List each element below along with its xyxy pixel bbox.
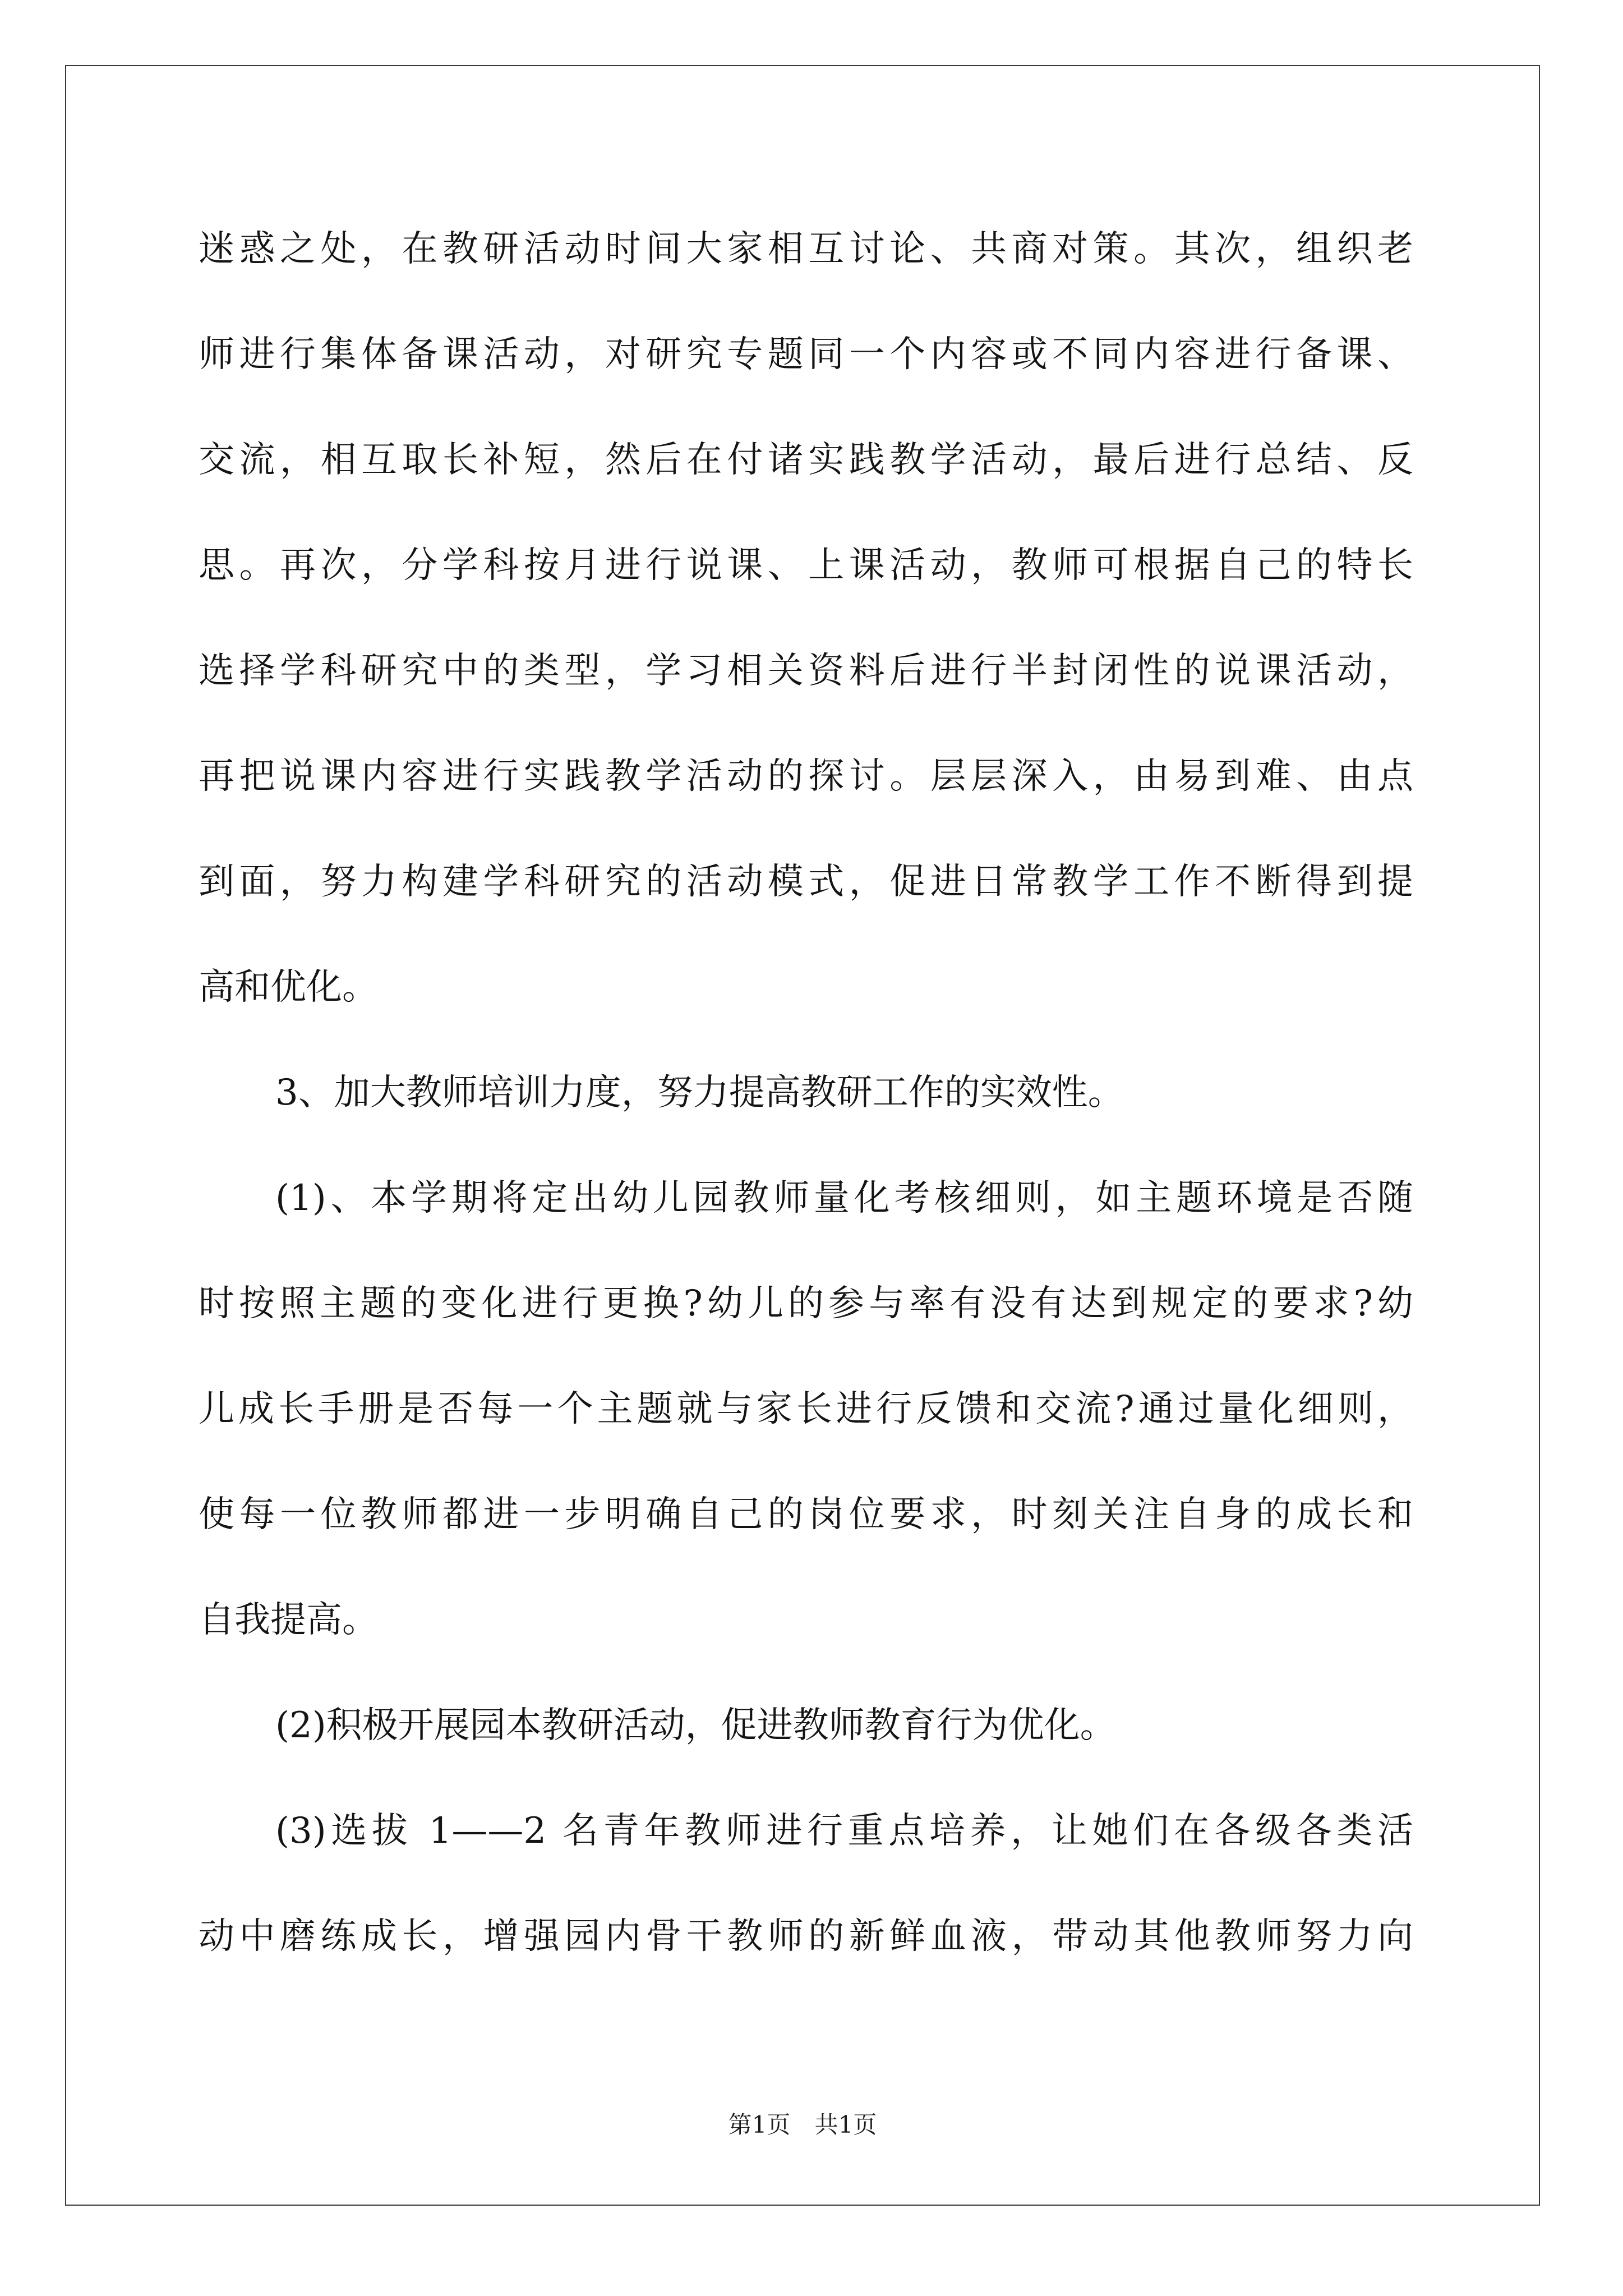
text-line: 儿成长手册是否每一个主题就与家长进行反馈和交流?通过量化细则，	[199, 1388, 1413, 1430]
text-line: (3)选拔 1——2 名青年教师进行重点培养，让她们在各级各类活	[275, 1810, 1413, 1852]
text-line: 交流，相互取长补短，然后在付诸实践教学活动，最后进行总结、反	[199, 439, 1413, 481]
page-border	[65, 65, 1540, 2206]
text-line: 使每一位教师都进一步明确自己的岗位要求，时刻关注自身的成长和	[199, 1494, 1413, 1535]
text-line: (1)、本学期将定出幼儿园教师量化考核细则，如主题环境是否随	[275, 1177, 1413, 1219]
text-line: 高和优化。	[199, 967, 378, 1008]
text-line: 选择学科研究中的类型，学习相关资料后进行半封闭性的说课活动，	[199, 650, 1413, 692]
text-line: 迷惑之处，在教研活动时间大家相互讨论、共商对策。其次，组织老	[199, 228, 1413, 270]
section-heading: 3、加大教师培训力度，努力提高教研工作的实效性。	[275, 1072, 1124, 1114]
text-line: (2)积极开展园本教研活动，促进教师教育行为优化。	[275, 1705, 1116, 1746]
page-number-footer: 第1页 共1页	[728, 2111, 877, 2138]
text-line: 再把说课内容进行实践教学活动的探讨。层层深入，由易到难、由点	[199, 756, 1413, 797]
text-line: 自我提高。	[199, 1599, 378, 1641]
text-line: 时按照主题的变化进行更换?幼儿的参与率有没有达到规定的要求?幼	[199, 1283, 1413, 1324]
text-line: 师进行集体备课活动，对研究专题同一个内容或不同内容进行备课、	[199, 334, 1413, 375]
text-line: 到面，努力构建学科研究的活动模式，促进日常教学工作不断得到提	[199, 861, 1413, 903]
text-line: 思。再次，分学科按月进行说课、上课活动，教师可根据自己的特长	[199, 545, 1413, 586]
text-line: 动中磨练成长，增强园内骨干教师的新鲜血液，带动其他教师努力向	[199, 1916, 1413, 1957]
